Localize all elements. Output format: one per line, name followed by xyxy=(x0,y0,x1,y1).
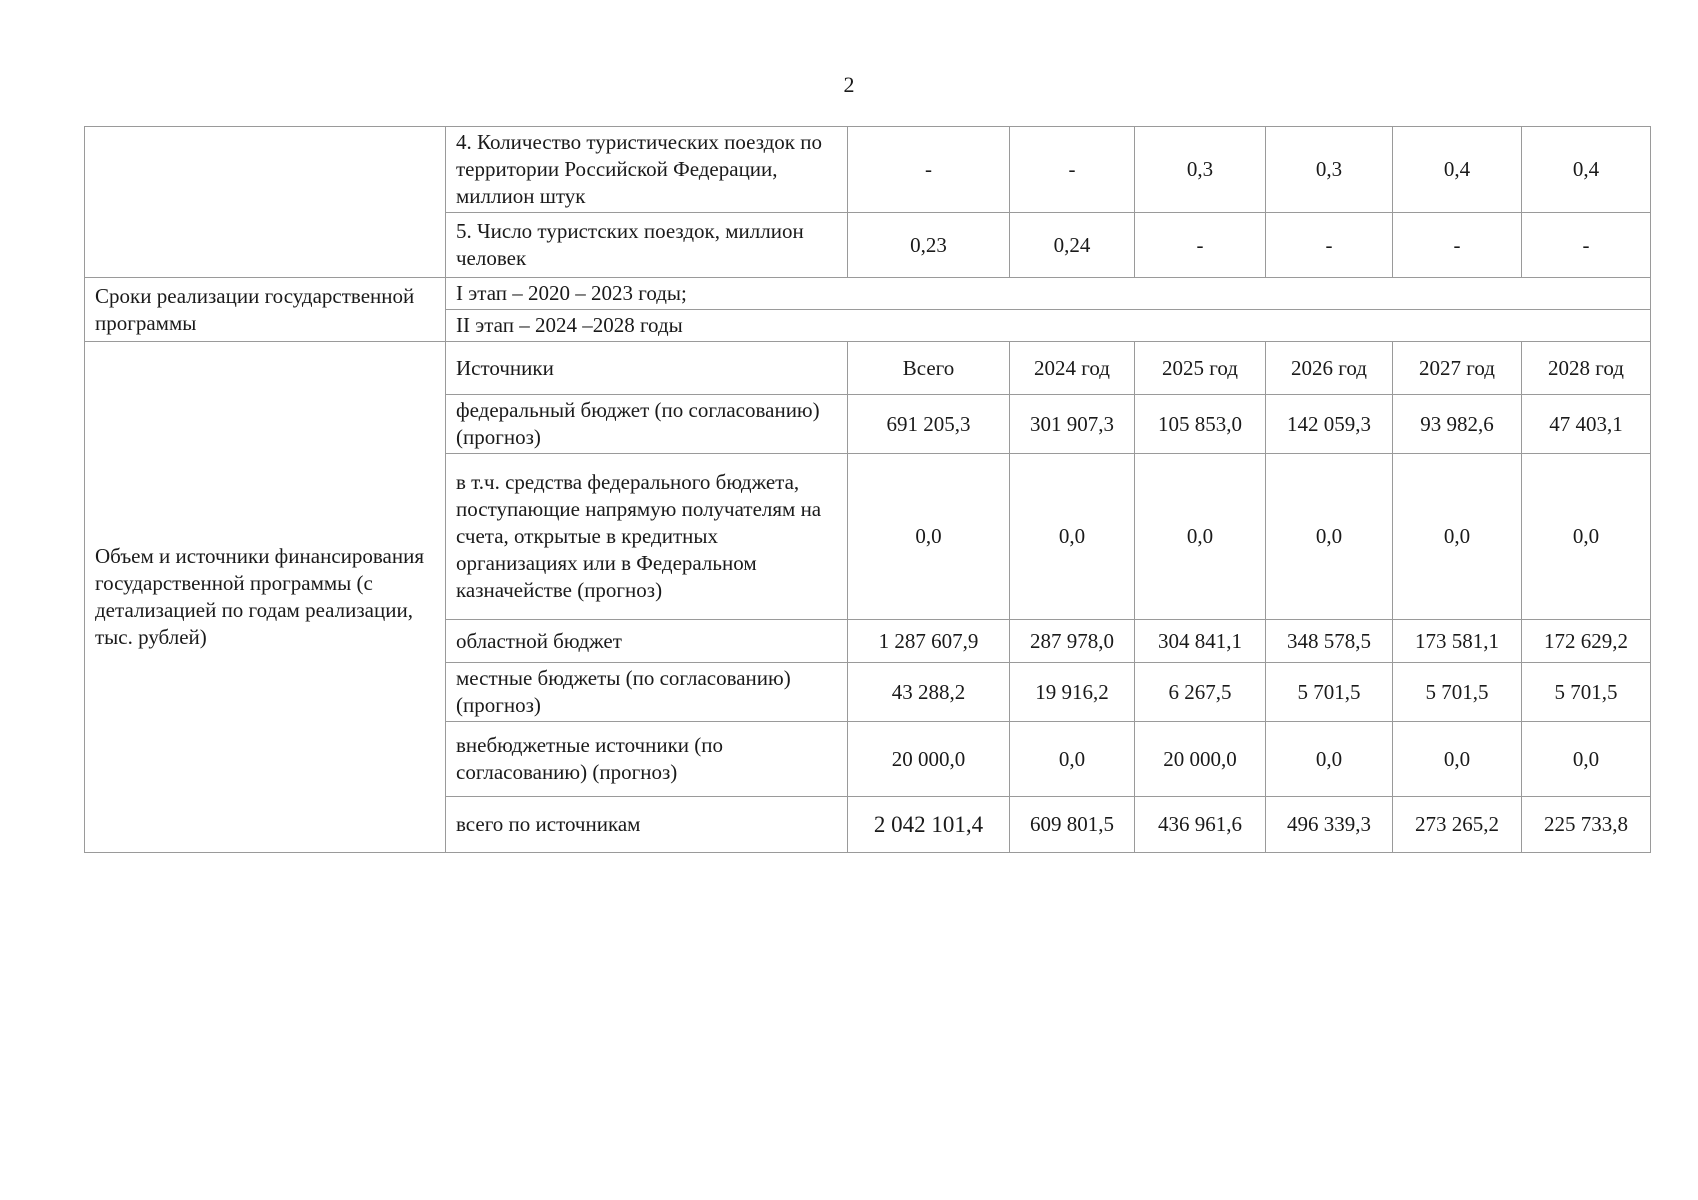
header-year: 2028 год xyxy=(1522,342,1651,395)
indicator-value: - xyxy=(1135,213,1266,278)
funding-value: 273 265,2 xyxy=(1393,797,1522,853)
indicators-label-cell xyxy=(85,127,446,278)
funding-source: в т.ч. средства федерального бюджета, поступающие напрямую получателям на счета, открытые в кредитных организациях или в Федеральном казначействе (прогноз) xyxy=(446,454,848,620)
funding-value: 6 267,5 xyxy=(1135,663,1266,722)
funding-value: 496 339,3 xyxy=(1266,797,1393,853)
funding-value: 142 059,3 xyxy=(1266,395,1393,454)
funding-value: 348 578,5 xyxy=(1266,620,1393,663)
funding-value: 436 961,6 xyxy=(1135,797,1266,853)
program-passport-table xyxy=(84,126,1651,853)
indicator-value: 0,24 xyxy=(1010,213,1135,278)
funding-value: 225 733,8 xyxy=(1522,797,1651,853)
funding-value: 47 403,1 xyxy=(1522,395,1651,454)
funding-value: 5 701,5 xyxy=(1266,663,1393,722)
indicator-row xyxy=(85,127,1651,213)
funding-value: 5 701,5 xyxy=(1393,663,1522,722)
funding-value: 287 978,0 xyxy=(1010,620,1135,663)
funding-source: местные бюджеты (по согласованию) (прогноз) xyxy=(446,663,848,722)
funding-value: 0,0 xyxy=(848,454,1010,620)
funding-value: 301 907,3 xyxy=(1010,395,1135,454)
header-year: 2025 год xyxy=(1135,342,1266,395)
funding-value: 20 000,0 xyxy=(848,722,1010,797)
funding-source: внебюджетные источники (по согласованию) (прогноз) xyxy=(446,722,848,797)
funding-header-row xyxy=(85,342,1651,395)
stage-1: I этап – 2020 – 2023 годы; xyxy=(446,278,1651,310)
indicator-value: - xyxy=(848,127,1010,213)
header-year: 2026 год xyxy=(1266,342,1393,395)
header-sources: Источники xyxy=(446,342,848,395)
indicator-value: 0,3 xyxy=(1266,127,1393,213)
funding-value: 19 916,2 xyxy=(1010,663,1135,722)
funding-source: федеральный бюджет (по согласованию) (прогноз) xyxy=(446,395,848,454)
funding-label: Объем и источники финансирования государственной программы (с детализацией по годам реализации, тыс. рублей) xyxy=(85,342,446,853)
funding-value: 0,0 xyxy=(1393,454,1522,620)
funding-value: 0,0 xyxy=(1266,454,1393,620)
indicator-value: 0,23 xyxy=(848,213,1010,278)
indicator-value: 0,4 xyxy=(1393,127,1522,213)
stage-2: II этап – 2024 –2028 годы xyxy=(446,310,1651,342)
funding-value: 105 853,0 xyxy=(1135,395,1266,454)
funding-source: всего по источникам xyxy=(446,797,848,853)
funding-value: 0,0 xyxy=(1266,722,1393,797)
funding-value: 0,0 xyxy=(1522,454,1651,620)
funding-value: 0,0 xyxy=(1010,722,1135,797)
funding-value: 43 288,2 xyxy=(848,663,1010,722)
indicator-value: - xyxy=(1266,213,1393,278)
page-number: 2 xyxy=(843,72,855,97)
funding-value: 609 801,5 xyxy=(1010,797,1135,853)
terms-row xyxy=(85,278,1651,310)
funding-value: 0,0 xyxy=(1522,722,1651,797)
funding-value: 691 205,3 xyxy=(848,395,1010,454)
funding-value: 1 287 607,9 xyxy=(848,620,1010,663)
indicator-label: 5. Число туристских поездок, миллион человек xyxy=(446,213,848,278)
funding-value: 93 982,6 xyxy=(1393,395,1522,454)
header-year: 2024 год xyxy=(1010,342,1135,395)
terms-label: Сроки реализации государственной программы xyxy=(85,278,446,342)
indicator-value: - xyxy=(1393,213,1522,278)
indicator-value: - xyxy=(1010,127,1135,213)
indicator-value: - xyxy=(1522,213,1651,278)
funding-source: областной бюджет xyxy=(446,620,848,663)
funding-value: 5 701,5 xyxy=(1522,663,1651,722)
funding-value: 0,0 xyxy=(1010,454,1135,620)
funding-total-value: 2 042 101,4 xyxy=(848,797,1010,853)
header-year: 2027 год xyxy=(1393,342,1522,395)
header-total: Всего xyxy=(848,342,1010,395)
funding-value: 0,0 xyxy=(1393,722,1522,797)
funding-value: 172 629,2 xyxy=(1522,620,1651,663)
funding-value: 304 841,1 xyxy=(1135,620,1266,663)
funding-value: 0,0 xyxy=(1135,454,1266,620)
indicator-value: 0,3 xyxy=(1135,127,1266,213)
funding-value: 173 581,1 xyxy=(1393,620,1522,663)
funding-value: 20 000,0 xyxy=(1135,722,1266,797)
indicator-value: 0,4 xyxy=(1522,127,1651,213)
indicator-label: 4. Количество туристических поездок по территории Российской Федерации, миллион штук xyxy=(446,127,848,213)
